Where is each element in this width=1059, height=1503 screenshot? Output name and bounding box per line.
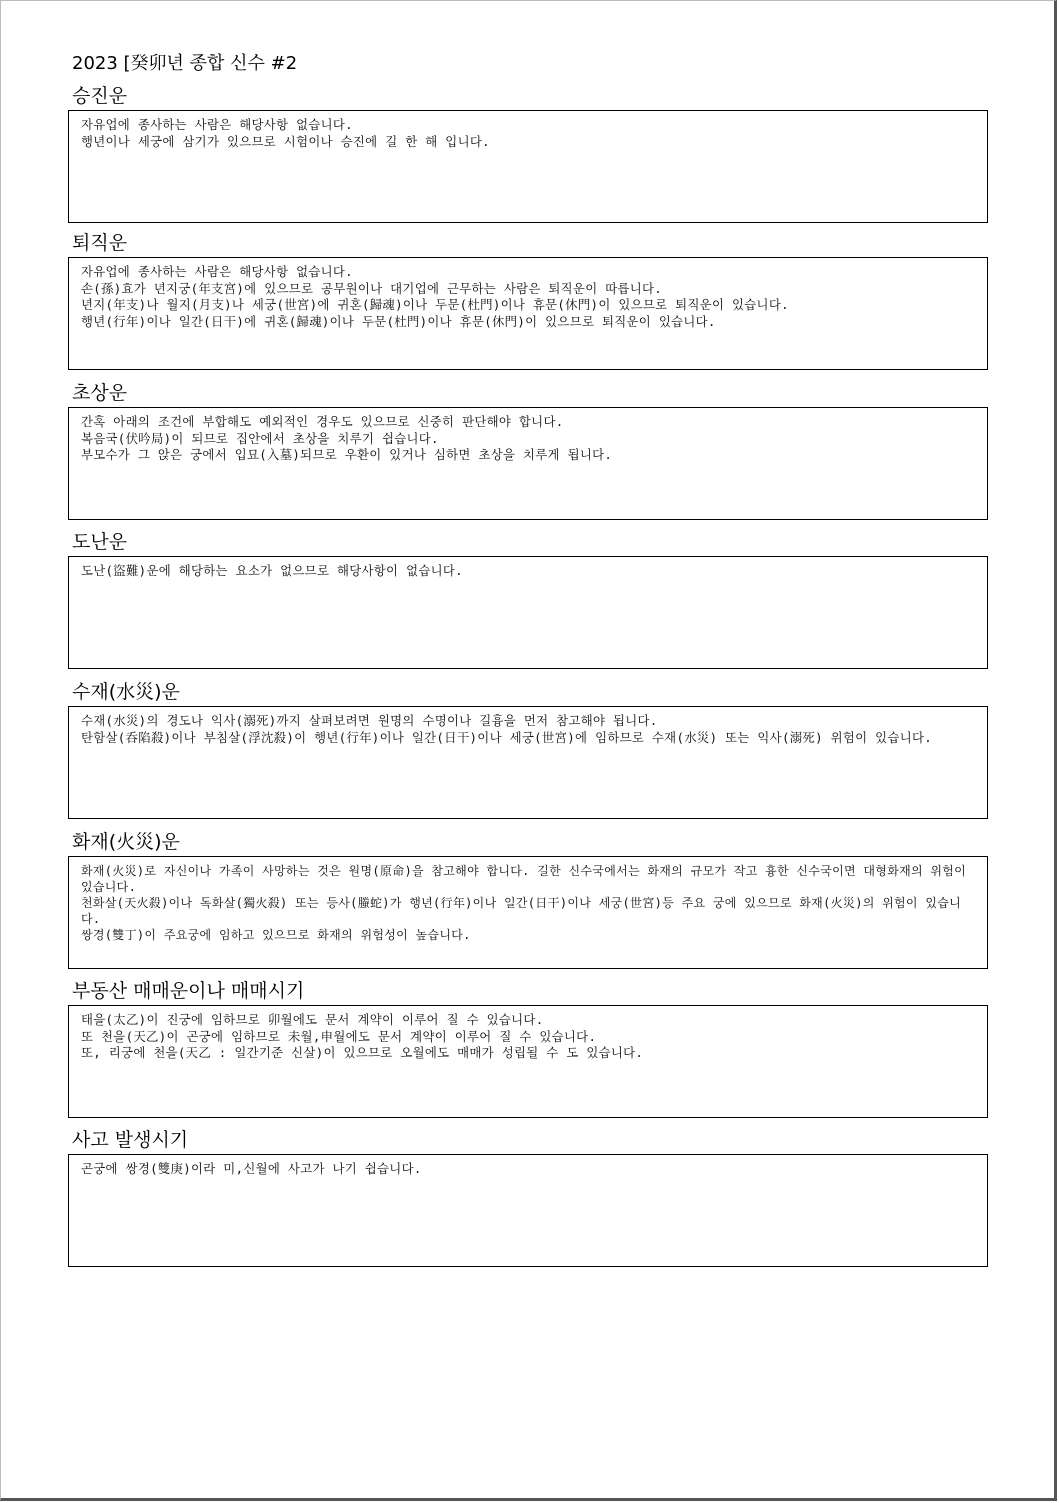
content-line: 부모수가 그 앉은 궁에서 입묘(入墓)되므로 우환이 있거나 심하면 초상을 치루게 됩니다. xyxy=(81,447,613,462)
content-line: 도난(盜難)운에 해당하는 요소가 없으므로 해당사항이 없습니다. xyxy=(81,563,463,578)
content-line: 자유업에 종사하는 사람은 해당사항 없습니다. xyxy=(81,264,353,279)
content-line: 쌍경(雙丁)이 주요궁에 임하고 있으므로 화재의 위험성이 높습니다. xyxy=(81,928,471,942)
section-content-box xyxy=(68,407,988,520)
section-retirement xyxy=(68,232,988,370)
section-heading: 승진운 xyxy=(72,85,128,107)
content-line: 태을(太乙)이 진궁에 임하므로 卯월에도 문서 계약이 이루어 질 수 있습니다. xyxy=(81,1012,544,1027)
section-content-box xyxy=(68,856,988,969)
section-promotion xyxy=(68,85,988,223)
content-line: 행년이나 세궁에 삼기가 있으므로 시험이나 승진에 길 한 해 입니다. xyxy=(81,133,490,149)
section-content-box xyxy=(68,1154,988,1267)
section-content-box xyxy=(68,110,988,223)
section-content-box xyxy=(68,1005,988,1118)
section-content-box xyxy=(68,556,988,669)
content-line: 또, 리궁에 천을(天乙 : 일간기준 신살)이 있으므로 오월에도 매매가 성립될 수 도 있습니다. xyxy=(81,1045,644,1060)
section-fire xyxy=(68,831,988,969)
section-content-box xyxy=(68,706,988,819)
content-line: 간혹 아래의 조건에 부합해도 예외적인 경우도 있으므로 신중히 판단해야 합니다. xyxy=(81,414,564,429)
section-mourning xyxy=(68,382,988,520)
document-title: 2023 [癸卯년 종합 신수 #2 xyxy=(72,53,298,74)
content-line: 또 천을(天乙)이 곤궁에 임하므로 未월,申월에도 문서 계약이 이루어 질 수 있습니다. xyxy=(81,1028,597,1044)
section-heading: 도난운 xyxy=(72,531,128,553)
content-line: 자유업에 종사하는 사람은 해당사항 없습니다. xyxy=(81,117,353,132)
content-line: 행년(行年)이나 일간(日干)에 귀혼(歸魂)이나 두문(杜門)이나 휴문(休門)이 있으므로 퇴직운이 있습니다. xyxy=(81,313,716,329)
section-accident xyxy=(68,1129,988,1267)
section-flood xyxy=(68,681,988,819)
content-line: 복음국(伏吟局)이 되므로 집안에서 초상을 치루기 쉽습니다. xyxy=(81,430,439,446)
section-heading: 화재(火災)운 xyxy=(72,831,180,853)
content-line: 곤궁에 쌍경(雙庚)이라 미,신월에 사고가 나기 쉽습니다. xyxy=(81,1161,422,1176)
section-heading: 퇴직운 xyxy=(72,232,128,254)
section-heading: 수재(水災)운 xyxy=(72,681,180,703)
section-heading: 초상운 xyxy=(72,382,128,404)
content-line: 년지(年支)나 월지(月支)나 세궁(世宮)에 귀혼(歸魂)이나 두문(杜門)이나 휴문(休門)이 있으므로 퇴직운이 있습니다. xyxy=(81,297,789,312)
section-heading: 사고 발생시기 xyxy=(72,1129,189,1151)
content-line: 화재(火災)로 자신이나 가족이 사망하는 것은 원명(原命)을 참고해야 합니다. 길한 신수국에서는 화재의 규모가 작고 흉한 신수국이면 대형화재의 위험이 있습니다. xyxy=(81,864,967,894)
content-line: 천화살(天火殺)이나 독화살(獨火殺) 또는 등사(螣蛇)가 행년(行年)이나 일간(日干)이나 세궁(世宮)등 주요 궁에 있으므로 화재(火災)의 위험이 있습니다. xyxy=(81,896,962,926)
section-content-box xyxy=(68,257,988,370)
content-line: 수재(水災)의 경도나 익사(溺死)까지 살펴보려면 원명의 수명이나 길흉을 먼저 참고해야 됩니다. xyxy=(81,713,658,728)
content-line: 손(孫)효가 년지궁(年支宮)에 있으므로 공무원이나 대기업에 근무하는 사람은 퇴직운이 따릅니다. xyxy=(81,280,663,296)
section-heading: 부동산 매매운이나 매매시기 xyxy=(72,980,305,1002)
section-real-estate xyxy=(68,980,988,1118)
section-theft xyxy=(68,531,988,669)
content-line: 탄함살(呑陷殺)이나 부침살(浮沈殺)이 행년(行年)이나 일간(日干)이나 세궁(世宮)에 임하므로 수재(水災) 또는 익사(溺死) 위험이 있습니다. xyxy=(81,729,933,745)
